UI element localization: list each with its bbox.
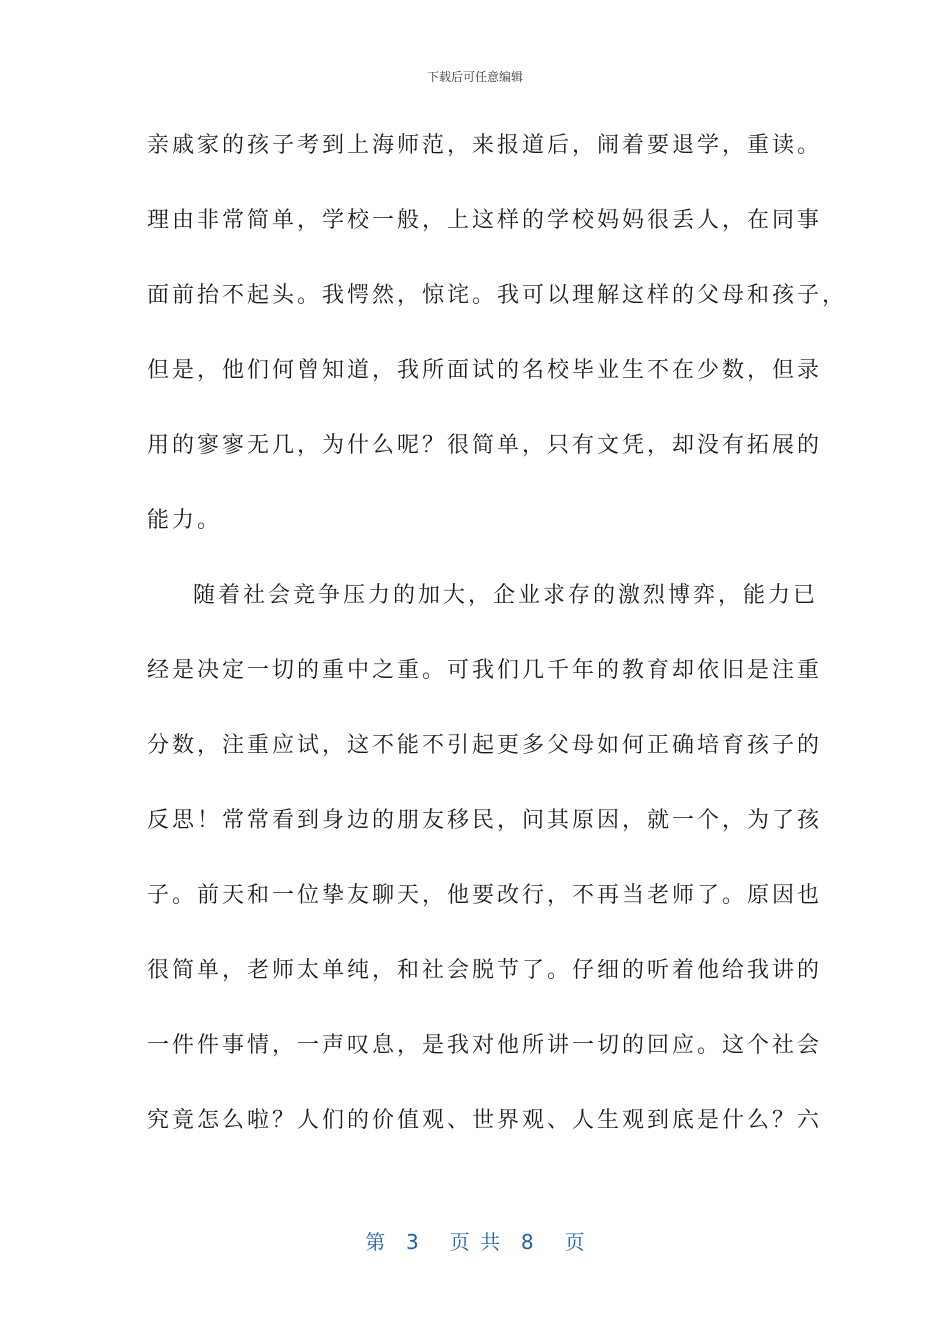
text-line: 究竟怎么啦？人们的价值观、世界观、人生观到底是什么？六 [147, 1108, 823, 1133]
text-line: 能力。 [147, 508, 223, 533]
document-body [147, 124, 848, 1174]
text-line: 但是，他们何曾知道，我所面试的名校毕业生不在少数，但录 [147, 358, 823, 383]
paragraph-start-line: 随着社会竞争压力的加大，企业求存的激烈博弈，能力已 [193, 583, 819, 608]
text-line: 分数，注重应试，这不能不引起更多父母如何正确培育孩子的 [147, 733, 823, 758]
page-number-label: 第 3 页 共 8 页 [365, 1230, 585, 1254]
text-line: 亲戚家的孩子考到上海师范，来报道后，闹着要退学，重读。 [147, 133, 823, 158]
page-header: 下载后可任意编辑 [426, 70, 523, 84]
text-line: 反思！常常看到身边的朋友移民，问其原因，就一个，为了孩 [147, 808, 823, 833]
text-line: 子。前天和一位挚友聊天，他要改行，不再当老师了。原因也 [147, 883, 823, 908]
text-line: 经是决定一切的重中之重。可我们几千年的教育却依旧是注重 [147, 658, 823, 683]
text-line: 面前抬不起头。我愕然，惊诧。我可以理解这样的父母和孩子， [147, 283, 848, 308]
text-line: 很简单，老师太单纯，和社会脱节了。仔细的听着他给我讲的 [147, 958, 823, 983]
text-line: 理由非常简单，学校一般，上这样的学校妈妈很丢人，在同事 [147, 208, 823, 233]
text-line: 一件件事情，一声叹息，是我对他所讲一切的回应。这个社会 [147, 1033, 823, 1058]
page-footer [0, 1226, 950, 1255]
text-line: 用的寥寥无几，为什么呢？很简单，只有文凭，却没有拓展的 [147, 433, 823, 458]
